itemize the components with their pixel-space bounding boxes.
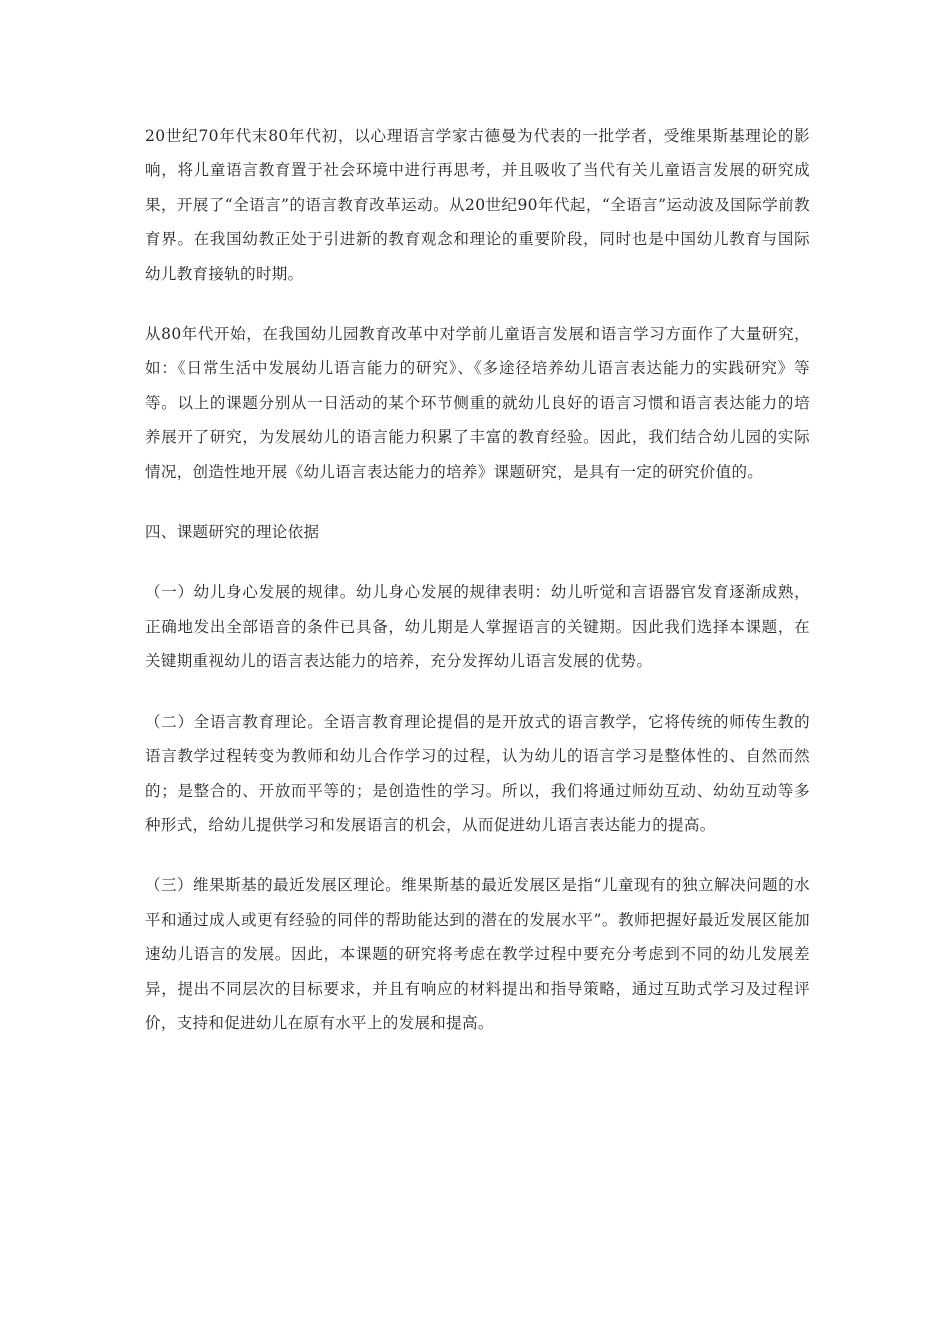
document-body	[145, 119, 810, 1066]
paragraph-domestic-research: 从80年代开始，在我国幼儿园教育改革中对学前儿童语言发展和语言学习方面作了大量研究，如：《日常生活中发展幼儿语言能力的研究》、《多途径培养幼儿语言表达能力的实践研究》等等。以上的课题分别从一日活动的某个环节侧重的就幼儿良好的语言习惯和语言表达能力的培养展开了研究，为发展幼儿的语言能力积累了丰富的教育经验。因此，我们结合幼儿园的实际情况，创造性地开展《幼儿语言表达能力的培养》课题研究，是具有一定的研究价值的。	[145, 325, 810, 481]
paragraph-whole-language-theory: （二）全语言教育理论。全语言教育理论提倡的是开放式的语言教学，它将传统的师传生教的语言教学过程转变为教师和幼儿合作学习的过程，认为幼儿的语言学习是整体性的、自然而然的；是整合的、开放而平等的；是创造性的学习。所以，我们将通过师幼互动、幼幼互动等多种形式，给幼儿提供学习和发展语言的机会，从而促进幼儿语言表达能力的提高。	[145, 712, 810, 834]
section-heading-theoretical-basis: 四、课题研究的理论依据	[145, 523, 320, 542]
paragraph-child-development-rules: （一）幼儿身心发展的规律。幼儿身心发展的规律表明：幼儿听觉和言语器官发育逐渐成熟，正确地发出全部语音的条件已具备，幼儿期是人掌握语言的关键期。因此我们选择本课题，在关键期重视幼儿的语言表达能力的培养，充分发挥幼儿语言发展的优势。	[145, 583, 810, 671]
paragraph-whole-language-history: 20世纪70年代末80年代初，以心理语言学家古德曼为代表的一批学者，受维果斯基理论的影响，将儿童语言教育置于社会环境中进行再思考，并且吸收了当代有关儿童语言发展的研究成果，开展了“全语言”的语言教育改革运动。从20世纪90年代起，“全语言”运动波及国际学前教育界。在我国幼教正处于引进新的教育观念和理论的重要阶段，同时也是中国幼儿教育与国际幼儿教育接轨的时期。	[145, 127, 810, 283]
paragraph-zone-of-proximal-development: （三）维果斯基的最近发展区理论。维果斯基的最近发展区是指“儿童现有的独立解决问题的水平和通过成人或更有经验的同伴的帮助能达到的潜在的发展水平”。教师把握好最近发展区能加速幼儿语言的发展。因此，本课题的研究将考虑在教学过程中要充分考虑到不同的幼儿发展差异，提出不同层次的目标要求，并且有响应的材料提出和指导策略，通过互助式学习及过程评价，支持和促进幼儿在原有水平上的发展和提高。	[145, 876, 810, 1032]
